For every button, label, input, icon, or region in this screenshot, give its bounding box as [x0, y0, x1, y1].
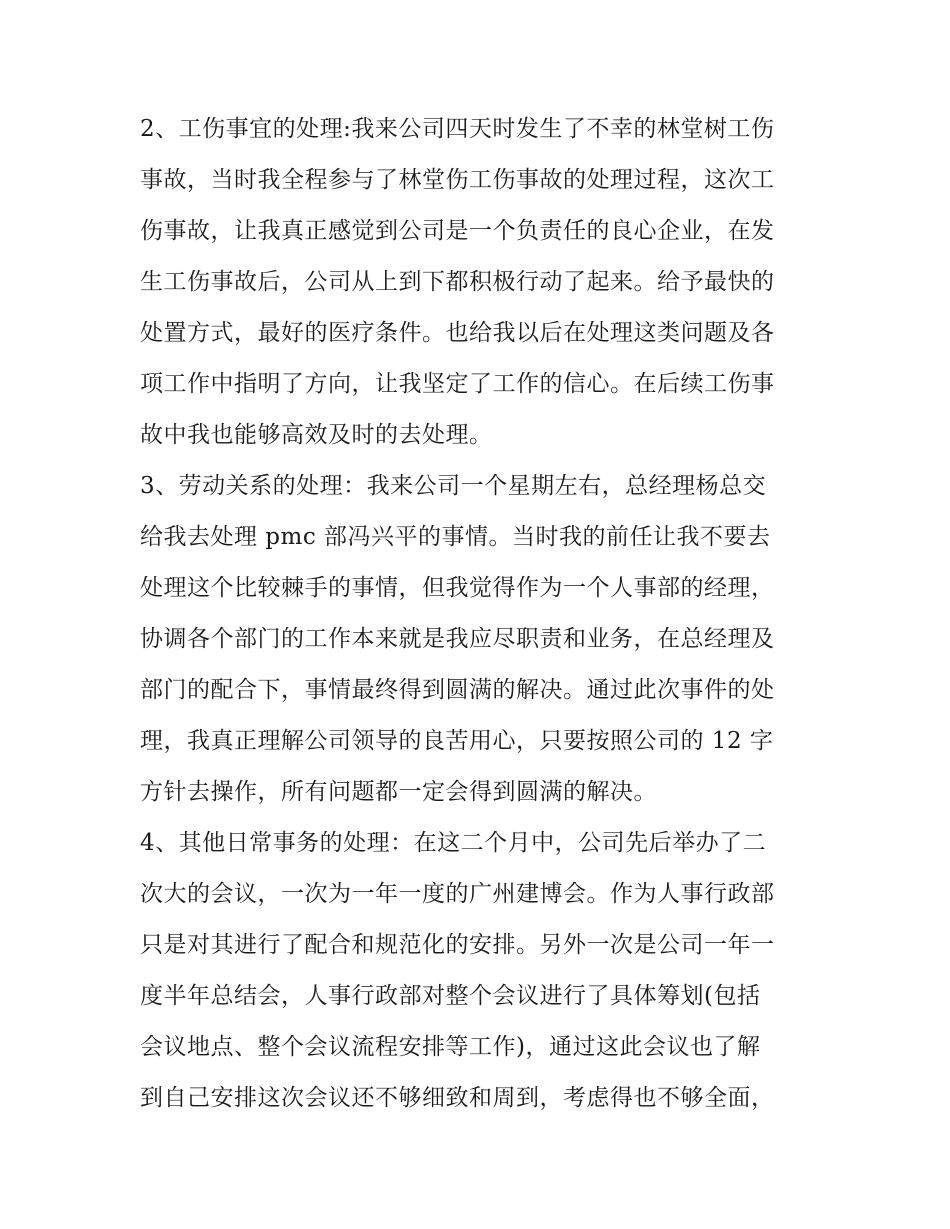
paragraph-item-3 [140, 461, 820, 818]
text-line: 4、其他日常事务的处理：在这二个月中，公司先后举办了二 [140, 830, 767, 856]
text-line: 只是对其进行了配合和规范化的安排。另外一次是公司一年一 [140, 932, 775, 958]
text-line: 2、工伤事宜的处理:我来公司四天时发生了不幸的林堂树工伤 [140, 116, 775, 142]
text-line: 处置方式，最好的医疗条件。也给我以后在处理这类问题及各 [140, 320, 775, 346]
paragraph-item-2 [140, 104, 820, 461]
text-line: 生工伤事故后，公司从上到下都积极行动了起来。给予最快的 [140, 269, 775, 295]
text-line: 给我去处理 pmc 部冯兴平的事情。当时我的前任让我不要去 [140, 524, 771, 550]
text-line: 事故，当时我全程参与了林堂伤工伤事故的处理过程，这次工 [140, 167, 775, 193]
text-line: 故中我也能够高效及时的去处理。 [140, 422, 493, 448]
text-line: 协调各个部门的工作本来就是我应尽职责和业务，在总经理及 [140, 626, 775, 652]
text-line: 方针去操作，所有问题都一定会得到圆满的解决。 [140, 779, 657, 805]
document-page [140, 104, 820, 1124]
text-line: 3、劳动关系的处理：我来公司一个星期左右，总经理杨总交 [140, 473, 767, 499]
text-line: 理，我真正理解公司领导的良苦用心，只要按照公司的 12 字 [140, 728, 774, 754]
paragraph-item-4 [140, 818, 820, 1124]
text-line: 次大的会议，一次为一年一度的广州建博会。作为人事行政部 [140, 881, 775, 907]
text-line: 处理这个比较棘手的事情，但我觉得作为一个人事部的经理， [140, 575, 775, 601]
text-line: 项工作中指明了方向，让我坚定了工作的信心。在后续工伤事 [140, 371, 775, 397]
text-line: 度半年总结会，人事行政部对整个会议进行了具体筹划(包括 [140, 983, 761, 1009]
text-line: 伤事故，让我真正感觉到公司是一个负责任的良心企业，在发 [140, 218, 775, 244]
text-line: 会议地点、整个会议流程安排等工作)，通过这此会议也了解 [140, 1034, 761, 1060]
text-line: 部门的配合下，事情最终得到圆满的解决。通过此次事件的处 [140, 677, 775, 703]
text-line: 到自己安排这次会议还不够细致和周到，考虑得也不够全面， [140, 1085, 775, 1111]
